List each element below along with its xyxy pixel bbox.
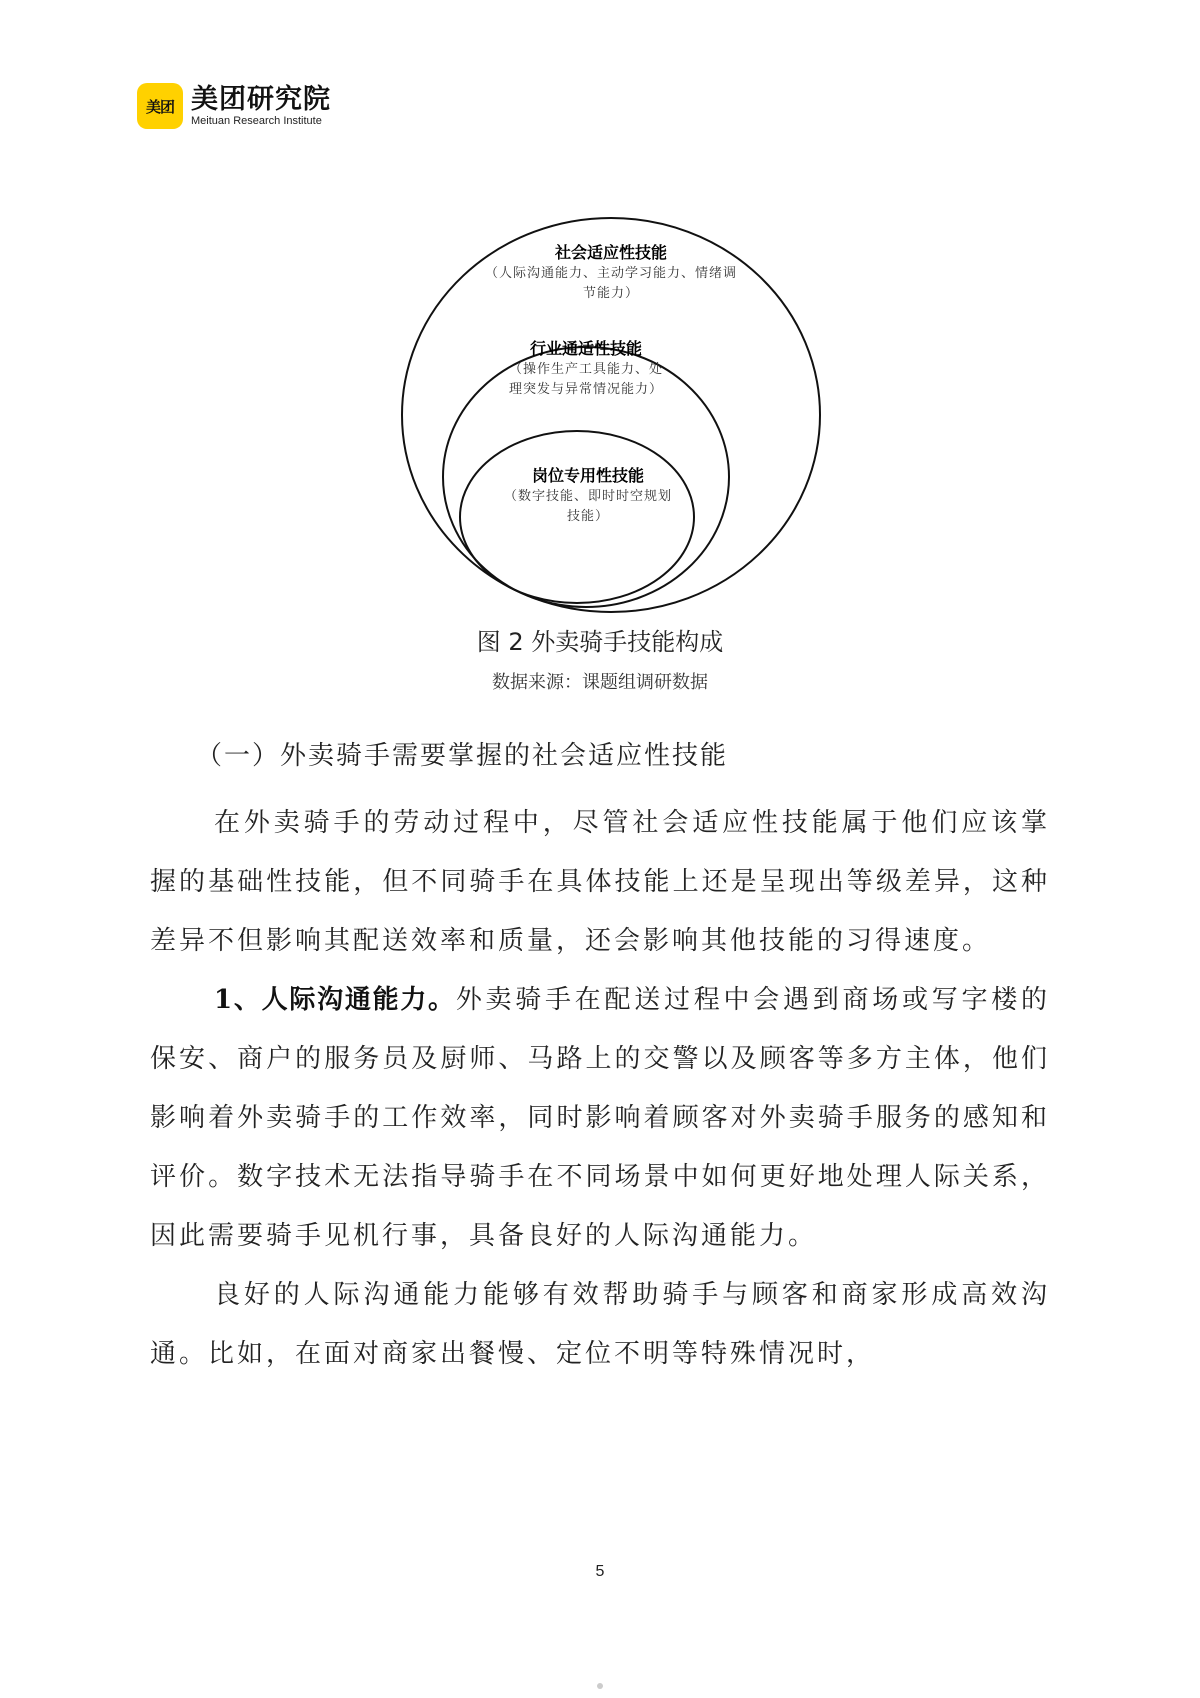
page-indicator-dot <box>597 1683 603 1689</box>
skills-nested-circles-diagram <box>0 0 1200 700</box>
job-specific-skills-desc-2: 技能） <box>566 509 609 524</box>
figure-source: 数据来源：课题组调研数据 <box>492 672 708 693</box>
paragraph-intro: 在外卖骑手的劳动过程中，尽管社会适应性技能属于他们应该掌握的基础性技能，但不同骑手在具体技能上还是呈现出等级差异，这种差异不但影响其配送效率和质量，还会影响其他技能的习得速度。 <box>150 808 1050 956</box>
paragraph-lead-heading: 1、人际沟通能力。 <box>214 985 456 1015</box>
logo-english-name: Meituan Research Institute <box>191 114 322 127</box>
social-adaptive-skills-desc-2: 节能力） <box>582 286 639 301</box>
logo-chinese-name: 美团研究院 <box>191 83 331 115</box>
paragraph-communication: 良好的人际沟通能力能够有效帮助骑手与顾客和商家形成高效沟通。比如，在面对商家出餐慢、定位不明等特殊情况时， <box>150 1280 1050 1369</box>
social-adaptive-skills-desc: （人际沟通能力、主动学习能力、情绪调 <box>484 266 737 281</box>
inner-circle-label <box>448 465 728 527</box>
page-number: 5 <box>595 1563 605 1580</box>
industry-general-skills-desc-2: 理突发与异常情况能力） <box>508 382 663 397</box>
figure-caption: 图 2 外卖骑手技能构成 <box>476 628 724 656</box>
paragraph-interpersonal <box>150 971 1050 1266</box>
job-specific-skills-desc: （数字技能、即时时空规划 <box>503 489 672 504</box>
section-heading: （一）外卖骑手需要掌握的社会适应性技能 <box>196 741 729 771</box>
industry-general-skills-desc: （操作生产工具能力、处 <box>508 362 663 377</box>
paragraph-interpersonal-text: 外卖骑手在配送过程中会遇到商场或写字楼的保安、商户的服务员及厨师、马路上的交警以及顾客等多方主体，他们影响着外卖骑手的工作效率，同时影响着顾客对外卖骑手服务的感知和评价。数字技术无法指导骑手在不同场景中如何更好地处理人际关系，因此需要骑手见机行事，具备良好的人际沟通能力。 <box>150 985 1050 1251</box>
outer-circle-label <box>411 242 811 304</box>
social-adaptive-skills-title: 社会适应性技能 <box>554 243 667 262</box>
middle-circle-label <box>446 338 726 400</box>
document-body <box>150 736 1050 1384</box>
logo-badge-icon: 美团 <box>137 83 183 129</box>
job-specific-skills-title: 岗位专用性技能 <box>531 466 644 485</box>
industry-general-skills-title: 行业通适性技能 <box>529 339 642 358</box>
